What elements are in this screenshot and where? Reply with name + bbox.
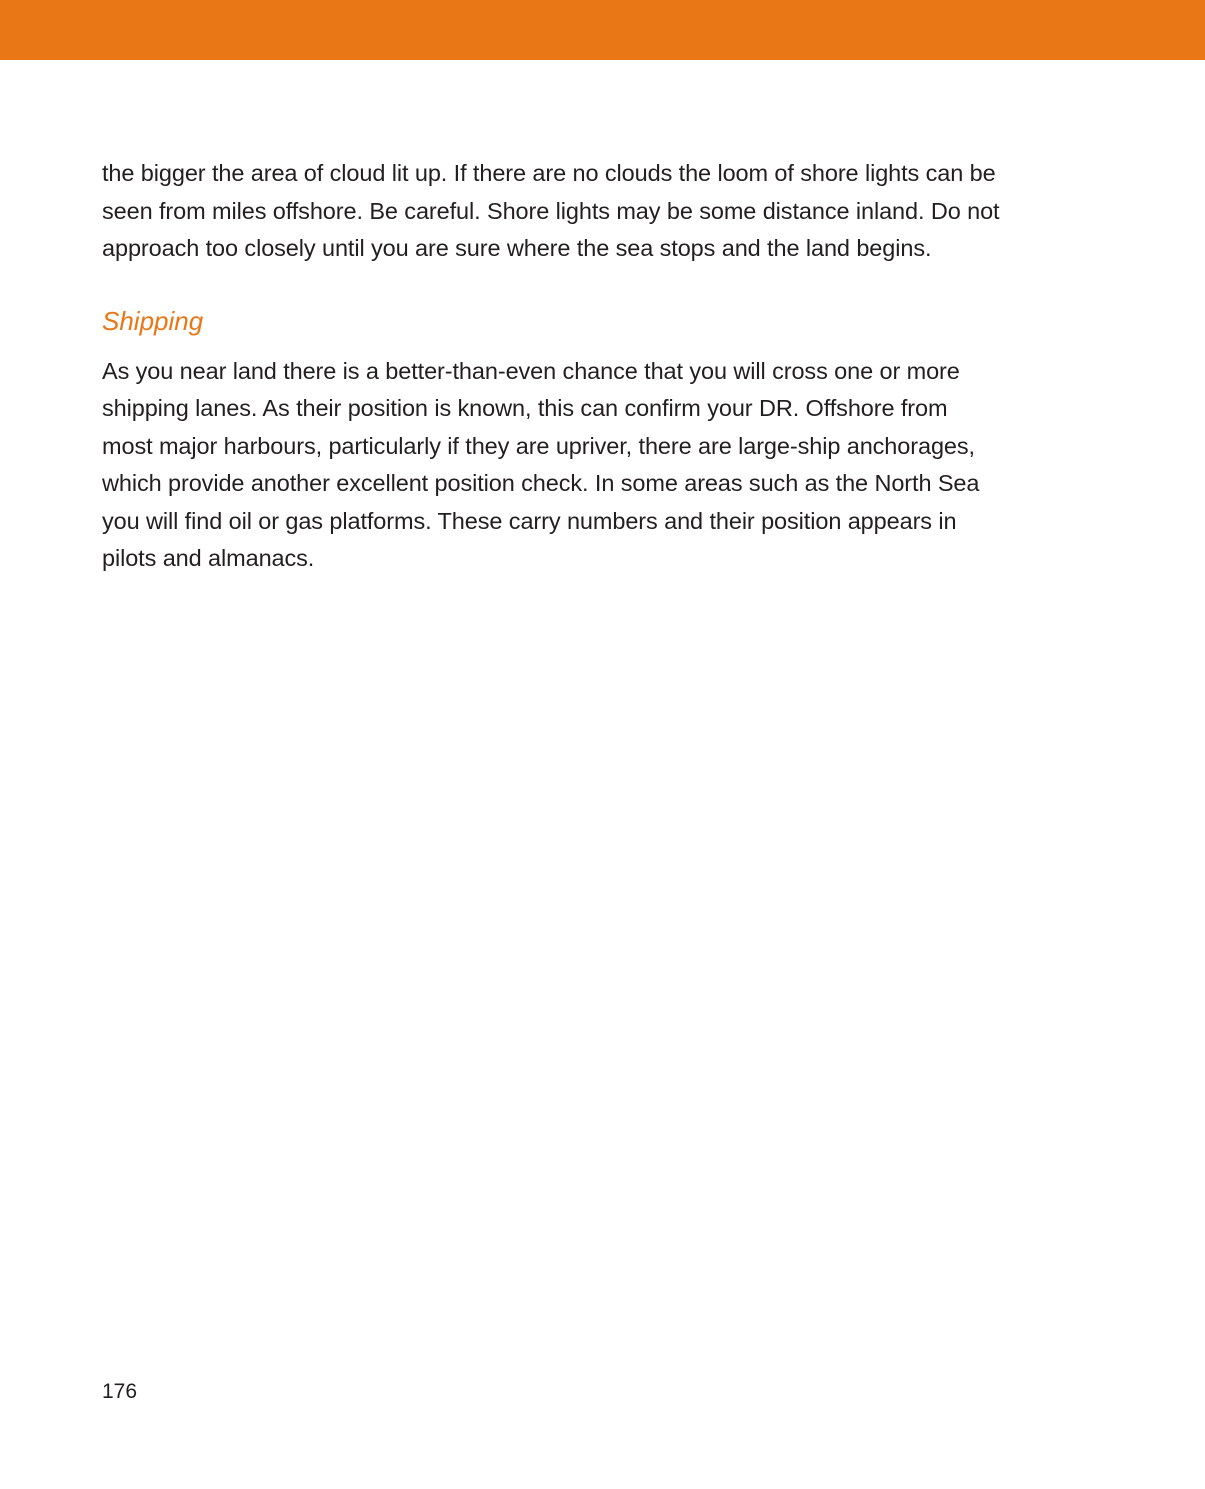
section-heading: Shipping [102,305,204,336]
page-body [102,155,1062,578]
paragraph-line: you will find oil or gas platforms. These carry numbers and their position appears in [102,507,957,534]
paragraph-line: which provide another excellent position check. In some areas such as the North Sea [102,470,980,496]
paragraph-line: approach too closely until you are sure where the sea stops and the land begins. [102,235,932,261]
header-accent-band [0,0,1205,60]
paragraph-line: shipping lanes. As their position is known, this can confirm your DR. Offshore from [102,395,948,421]
intro-paragraph [102,155,1062,268]
paragraph-line: As you near land there is a better-than-even chance that you will cross one or more [102,357,960,384]
paragraph-line: pilots and almanacs. [102,545,315,571]
paragraph-line: the bigger the area of cloud lit up. If there are no clouds the loom of shore lights can be [102,160,996,186]
paragraph-line: seen from miles offshore. Be careful. Shore lights may be some distance inland. Do not [102,197,1000,224]
paragraph-line: most major harbours, particularly if they are upriver, there are large-ship anchorages, [102,432,975,459]
page-number: 176 [102,1380,138,1403]
shipping-paragraph [102,353,1062,578]
